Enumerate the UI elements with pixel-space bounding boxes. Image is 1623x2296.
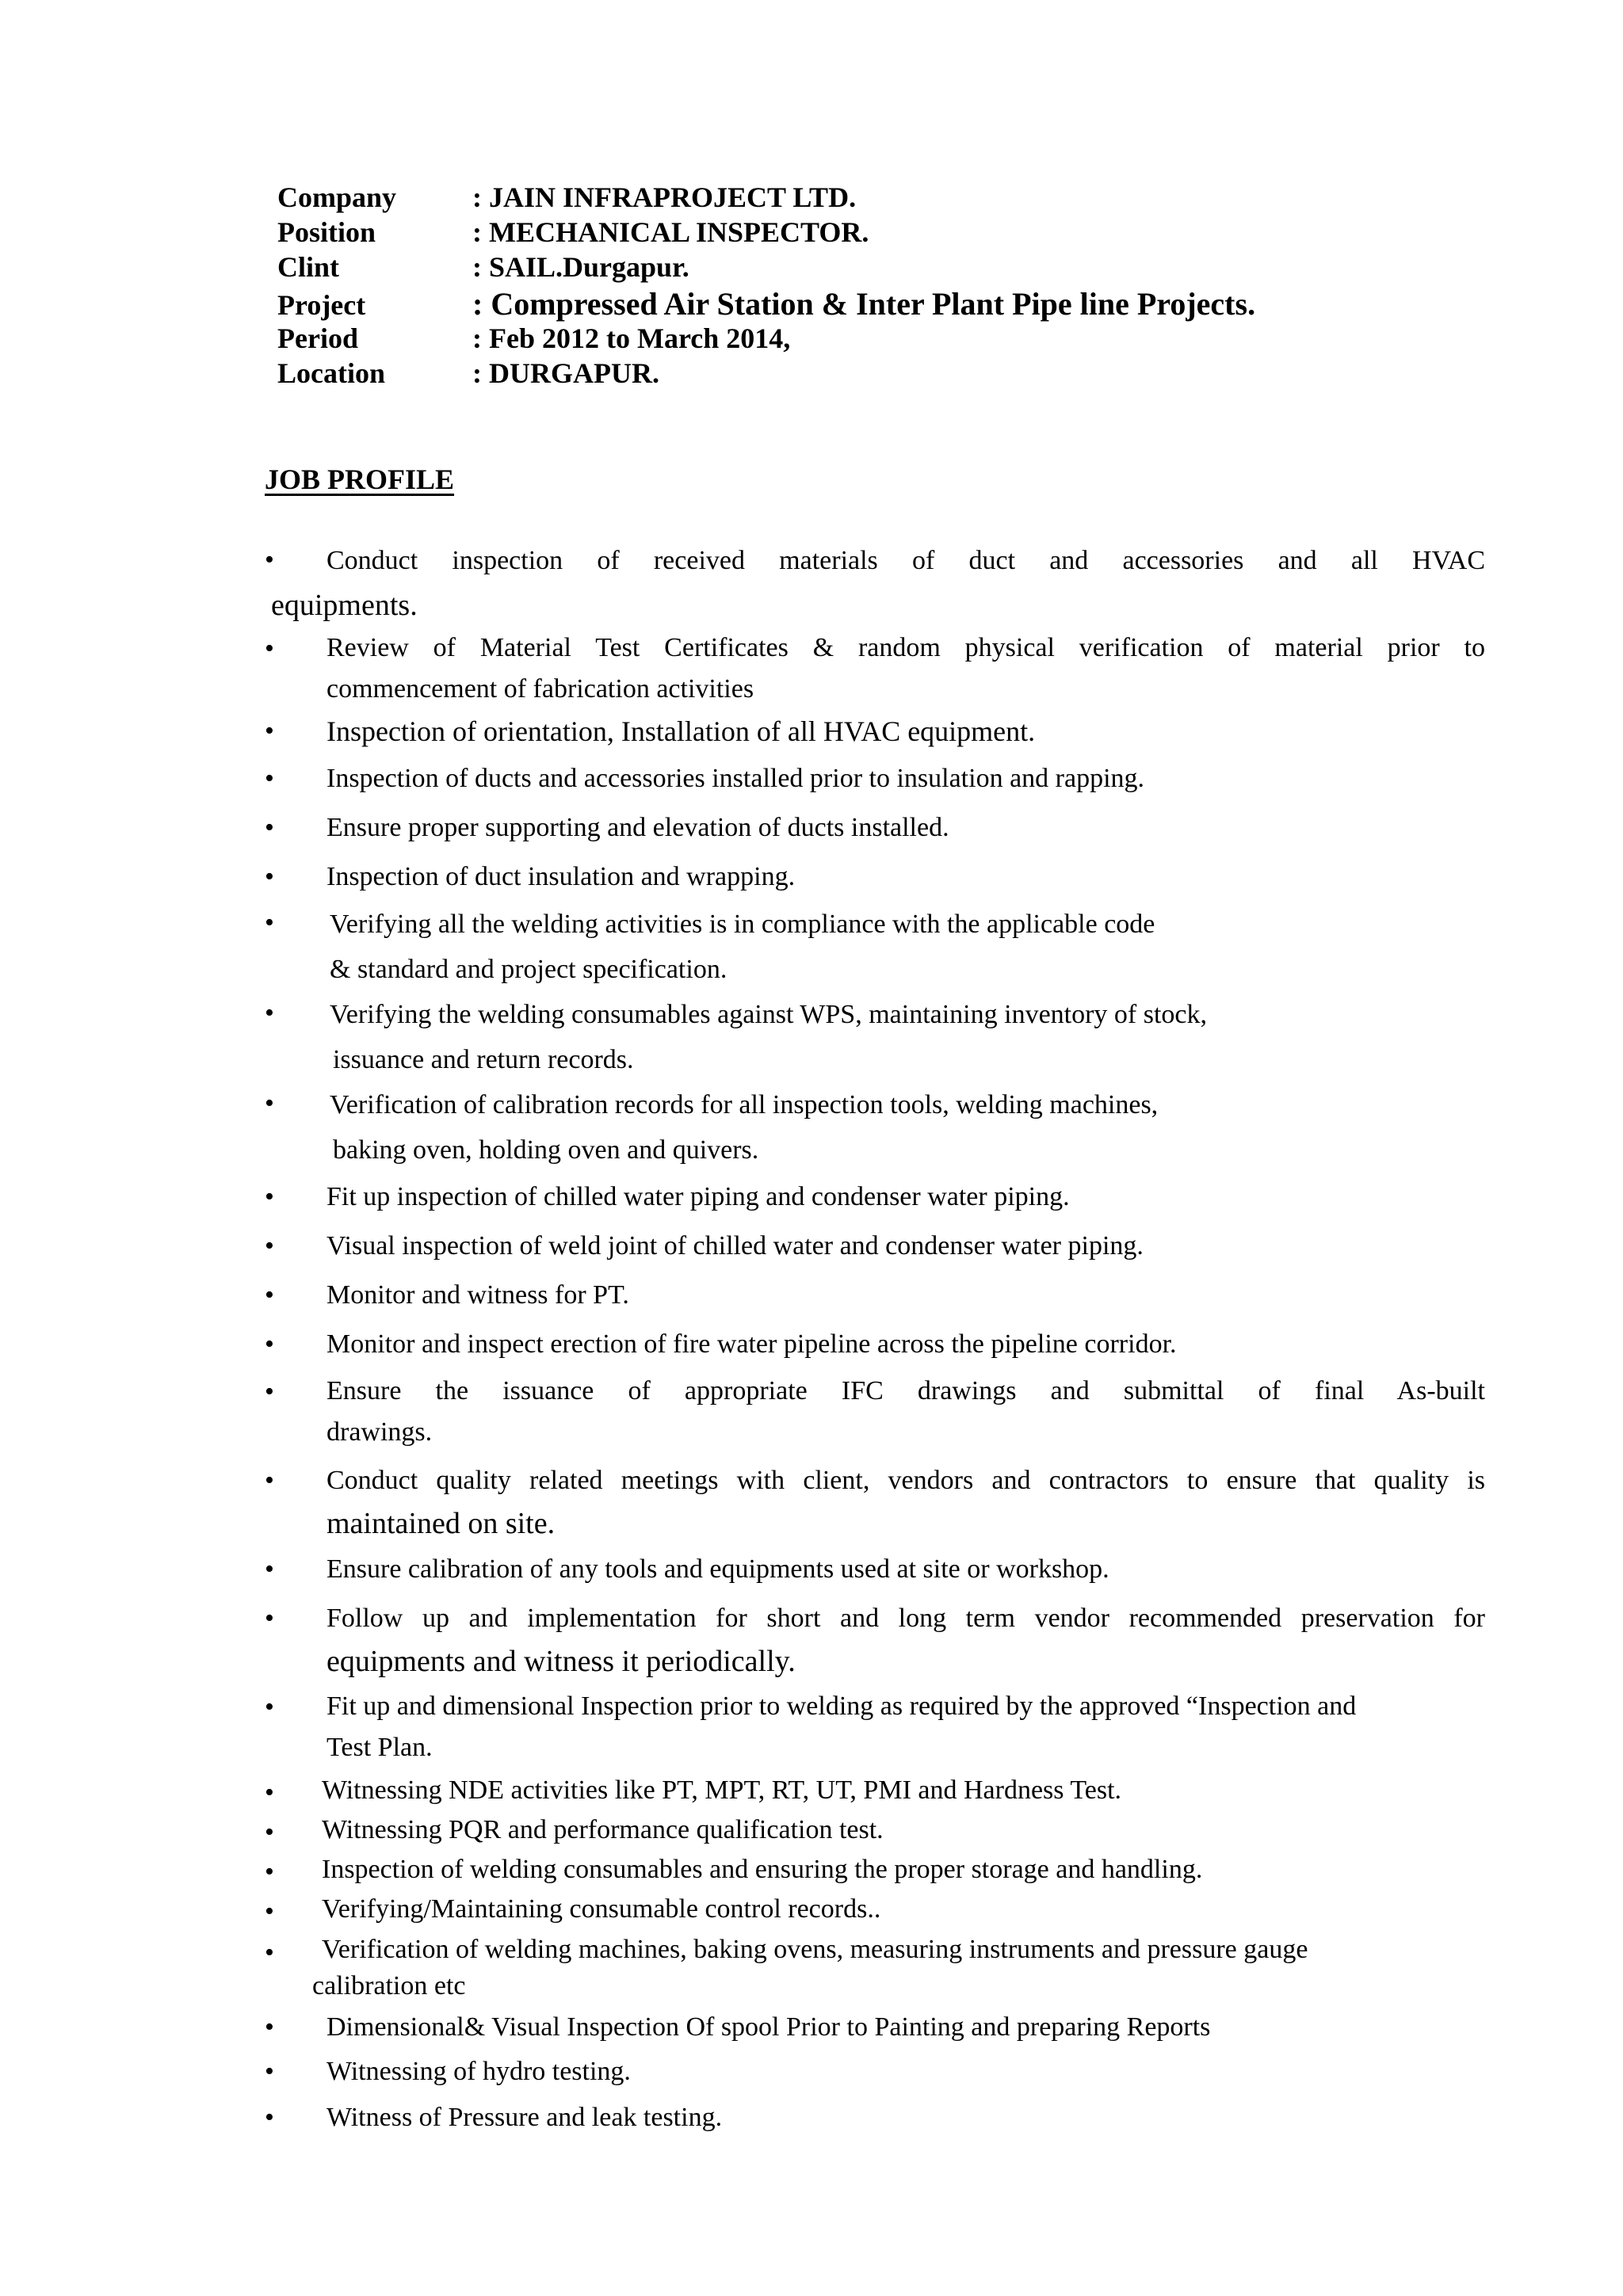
bullet-line: Ensure the issuance of appropriate IFC drawings and submittal of final As-built xyxy=(327,1376,1485,1405)
bullet-icon: • xyxy=(265,2103,274,2132)
detail-label: Company xyxy=(277,181,397,213)
detail-row-client xyxy=(277,250,1466,285)
employment-details xyxy=(277,181,1466,391)
bullet-line: Follow up and implementation for short and long term vendor recommended preservation for xyxy=(327,1604,1485,1633)
bullet-line: Witness of Pressure and leak testing. xyxy=(327,2103,723,2132)
bullet-line: Inspection of ducts and accessories installed prior to insulation and rapping. xyxy=(327,764,1145,793)
bullet-icon: • xyxy=(265,813,274,842)
bullet-line: Monitor and witness for PT. xyxy=(327,1280,629,1310)
bullet-text xyxy=(312,1932,1485,2004)
bullet-text xyxy=(327,992,1485,1082)
bullet-text xyxy=(327,807,1485,849)
bullet-icon: • xyxy=(265,1857,274,1886)
detail-label: Period xyxy=(277,322,358,354)
bullet-icon: • xyxy=(265,1817,274,1847)
bullet-line: equipments. xyxy=(271,589,418,622)
detail-value: : JAIN INFRAPROJECT LTD. xyxy=(472,181,857,213)
bullet-text xyxy=(327,757,1485,800)
bullet-icon: • xyxy=(265,1280,274,1310)
bullet-line: Inspection of orientation, Installation of all HVAC equipment. xyxy=(327,715,1036,747)
bullet-line: Conduct quality related meetings with client, vendors and contractors to ensure that quality is xyxy=(327,1466,1485,1495)
bullet-line: equipments and witness it periodically. xyxy=(327,1645,796,1678)
bullet-line: & standard and project specification. xyxy=(330,955,727,984)
bullet-icon: • xyxy=(265,1604,274,1633)
bullet-line: Review of Material Test Certificates & random physical verification of material prior to xyxy=(327,633,1485,662)
bullet-icon: • xyxy=(265,1182,274,1211)
bullet-icon: • xyxy=(265,716,274,746)
bullet-text xyxy=(327,1459,1485,1545)
bullet-line: maintained on site. xyxy=(327,1507,556,1540)
bullet-icon: • xyxy=(265,1778,274,1807)
bullet-text xyxy=(327,1082,1485,1173)
bullet-icon: • xyxy=(265,1329,274,1359)
bullet-icon: • xyxy=(265,1377,274,1406)
bullet-text xyxy=(327,1274,1485,1317)
detail-label: Project xyxy=(277,289,366,321)
detail-row-company xyxy=(277,181,1466,215)
bullet-line: Inspection of duct insulation and wrapping. xyxy=(327,862,796,891)
bullet-line: Witnessing NDE activities like PT, MPT, RT, UT, PMI and Hardness Test. xyxy=(322,1775,1122,1805)
bullet-text xyxy=(327,2006,1485,2049)
bullet-text xyxy=(327,1225,1485,1268)
bullet-text xyxy=(322,1890,1485,1928)
detail-row-position xyxy=(277,215,1466,250)
bullet-line: Inspection of welding consumables and ensuring the proper storage and handling. xyxy=(322,1855,1203,1884)
bullet-line: Conduct inspection of received materials of duct and accessories and all HVAC xyxy=(327,546,1485,575)
bullet-icon: • xyxy=(265,998,274,1028)
detail-value: : MECHANICAL INSPECTOR. xyxy=(472,216,869,248)
bullet-icon: • xyxy=(265,1231,274,1261)
bullet-line: Witnessing PQR and performance qualification test. xyxy=(322,1815,884,1844)
bullet-line: Monitor and inspect erection of fire water pipeline across the pipeline corridor. xyxy=(327,1329,1177,1359)
detail-value: : Feb 2012 to March 2014, xyxy=(472,322,791,354)
bullet-line: Ensure proper supporting and elevation of ducts installed. xyxy=(327,813,949,842)
detail-value: : DURGAPUR. xyxy=(472,357,659,389)
bullet-text xyxy=(327,1548,1485,1591)
bullet-icon: • xyxy=(265,764,274,793)
bullet-icon: • xyxy=(265,1466,274,1495)
bullet-line: Fit up inspection of chilled water piping and condenser water piping. xyxy=(327,1182,1070,1211)
bullet-icon: • xyxy=(265,908,274,937)
bullet-icon: • xyxy=(265,862,274,891)
bullet-text xyxy=(327,1371,1485,1453)
bullet-line: drawings. xyxy=(327,1417,433,1447)
job-profile-heading: JOB PROFILE xyxy=(265,463,455,495)
bullet-line: Fit up and dimensional Inspection prior to welding as required by the approved “Inspection and xyxy=(327,1691,1357,1721)
bullet-line: baking oven, holding oven and quivers. xyxy=(333,1135,759,1165)
bullet-icon: • xyxy=(265,2057,274,2086)
bullet-text xyxy=(327,627,1485,710)
bullet-icon: • xyxy=(265,1089,274,1118)
bullet-line: issuance and return records. xyxy=(333,1045,634,1074)
bullet-line: commencement of fabrication activities xyxy=(327,674,754,704)
bullet-text xyxy=(327,1686,1485,1768)
bullet-text xyxy=(271,539,1485,627)
bullet-icon: • xyxy=(265,1554,274,1584)
bullet-icon: • xyxy=(265,1897,274,1926)
bullet-line: Dimensional& Visual Inspection Of spool Prior to Painting and preparing Reports xyxy=(327,2012,1211,2042)
bullet-line: Verifying/Maintaining consumable control records.. xyxy=(322,1894,881,1924)
detail-row-period xyxy=(277,322,1466,357)
bullet-icon: • xyxy=(265,634,274,663)
bullet-text xyxy=(327,856,1485,898)
bullet-line: Verifying the welding consumables against WPS, maintaining inventory of stock, xyxy=(330,1000,1208,1029)
bullet-line: Verifying all the welding activities is in compliance with the applicable code xyxy=(330,910,1155,939)
bullet-text xyxy=(327,902,1485,992)
bullet-text xyxy=(322,1811,1485,1849)
bullet-line: calibration etc xyxy=(312,1971,466,2000)
bullet-text xyxy=(327,1176,1485,1219)
detail-value: : Compressed Air Station & Inter Plant Pipe line Projects. xyxy=(472,286,1256,322)
bullet-text xyxy=(327,710,1485,753)
bullet-line: Verification of welding machines, baking ovens, measuring instruments and pressure gauge xyxy=(322,1935,1308,1964)
bullet-line: Visual inspection of weld joint of chilled water and condenser water piping. xyxy=(327,1231,1144,1261)
bullet-icon: • xyxy=(265,1938,274,1967)
detail-label: Clint xyxy=(277,251,340,283)
bullet-text xyxy=(327,2096,1485,2139)
detail-value: : SAIL.Durgapur. xyxy=(472,251,689,283)
detail-label: Position xyxy=(277,216,376,248)
bullet-text xyxy=(322,1851,1485,1889)
detail-row-project xyxy=(277,285,1466,322)
detail-row-location xyxy=(277,357,1466,391)
bullet-line: Test Plan. xyxy=(327,1733,433,1762)
bullet-text xyxy=(327,1597,1485,1683)
bullet-line: Verification of calibration records for all inspection tools, welding machines, xyxy=(330,1090,1159,1119)
bullet-icon: • xyxy=(265,545,274,574)
detail-label: Location xyxy=(277,357,386,389)
bullet-icon: • xyxy=(265,2012,274,2042)
bullet-line: Ensure calibration of any tools and equipments used at site or workshop. xyxy=(327,1554,1109,1584)
bullet-text xyxy=(327,2050,1485,2093)
bullet-text xyxy=(327,1323,1485,1366)
bullet-line: Witnessing of hydro testing. xyxy=(327,2057,631,2086)
bullet-icon: • xyxy=(265,1692,274,1722)
bullet-text xyxy=(322,1772,1485,1810)
